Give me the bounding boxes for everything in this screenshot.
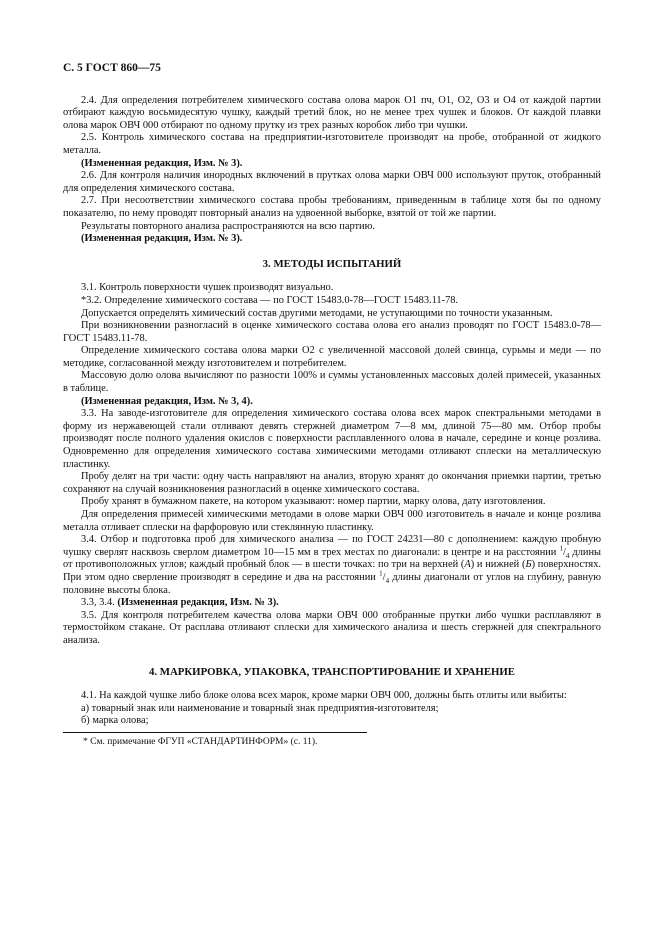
revision-note: (Измененная редакция, Изм. № 3, 4). [81, 395, 253, 407]
paragraph-dispute: При возникновении разногласий в оценке химического состава олова его анализ проводят по ГОСТ 15483.0-78—ГОСТ 15483.11-78. [63, 320, 601, 344]
footnote: * См. примечание ФГУП «СТАНДАРТИНФОРМ» (с. 11). [83, 736, 318, 747]
clause-3-4: 3.4. Отбор и подготовка проб для химического анализа — по ГОСТ 24231—80 с дополнением: каждую пробную чушку сверлят насквозь сверлом диаметром 10—15 мм в трех местах по диагонали: в центре и на расстоянии $^1/_4$ длины от противоположных углов; каждый пробный блок — в шести точках: по три на верхней (А) и нижней (Б) поверхностях. При этом одно сверление производят в середине и два на расстоянии $^1/_4$ длины диагонали от углов на глубину, равную половине высоты блока. [63, 534, 602, 596]
footnote-divider [63, 732, 367, 733]
paragraph-results: Результаты повторного анализа распространяются на всю партию. [81, 220, 375, 232]
paragraph-mass-fraction: Массовую долю олова вычисляют по разности 100% и суммы установленных массовых долей примесей, указанных в таблице. [63, 370, 601, 395]
fraction-numerator: 1 [379, 569, 383, 578]
paragraph-ovch-impurities: Для определения примесей химическими методами в олове марки ОВЧ 000 изготовитель в начале и конце розлива металла отливает сплески на фарфоровую или стеклянную пластинку. [63, 509, 601, 533]
clause-3-2: *3.2. Определение химического состава — по ГОСТ 15483.0-78—ГОСТ 15483.11-78. [81, 294, 459, 306]
clause-2-7: 2.7. При несоответствии химического состава пробы требованиям, приведенным в таблице хотя бы по одному показателю, по нему проводят повторный анализ на удвоенной выборке, взятой от той же партии. [63, 195, 601, 219]
revision-note: (Измененная редакция, Изм. № 3). [81, 157, 243, 169]
clause-4-1: 4.1. На каждой чушке либо блоке олова всех марок, кроме марки ОВЧ 000, должны быть отлиты или выбиты: [81, 690, 567, 702]
page-header: С. 5 ГОСТ 860—75 [63, 62, 161, 74]
paragraph-allowance: Допускается определять химический состав другими методами, не уступающими по точности указанным. [81, 307, 553, 319]
paragraph-sample-storage: Пробу хранят в бумажном пакете, на котором указывают: номер партии, марку олова, дату изготовления. [81, 496, 546, 508]
section-3-heading: 3. МЕТОДЫ ИСПЫТАНИЙ [262, 257, 402, 270]
label-b: Б [525, 559, 532, 571]
clause-2-6: 2.6. Для контроля наличия инородных включений в прутках олова марки ОВЧ 000 используют пруток, отобранный для определения химического состава. [63, 170, 601, 194]
document-page [63, 62, 601, 749]
clause-2-5: 2.5. Контроль химического состава на предприятии-изготовителе производят на пробе, отобранной от жидкого металла. [63, 132, 601, 156]
list-item-a: а) товарный знак или наименование и товарный знак предприятия-изготовителя; [81, 702, 439, 714]
clause-3-5: 3.5. Для контроля потребителем качества олова марки ОВЧ 000 отобранные прутки либо чушки расплавляют в термостойком стакане. От расплава отливают сплески для химического анализа и шесть стержней для спектрального анализа. [63, 609, 601, 646]
fraction-denominator: 4 [565, 551, 570, 560]
paragraph-split-sample: Пробу делят на три части: одну часть направляют на анализ, вторую хранят до окончания приемки партии, третью сохраняют на случай возникновения разногласий в оценке химического состава. [63, 471, 601, 495]
clause-2-4: 2.4. Для определения потребителем химического состава олова марок О1 пч, О1, О2, О3 и О4 от каждой партии отбирают каждую восьмидесятую чушку, каждый третий блок, но не менее трех чушек и блоков. От каждой плавки олова марок ОВЧ 000 отбирают по одному прутку из трех разных коробок либо три чушки. [63, 94, 601, 131]
list-item-b: б) марка олова; [81, 715, 149, 727]
label-a: А [464, 559, 471, 571]
section-4-heading: 4. МАРКИРОВКА, УПАКОВКА, ТРАНСПОРТИРОВАНИЕ И ХРАНЕНИЕ [148, 665, 516, 678]
fraction-denominator: 4 [385, 577, 390, 586]
revision-note-3-3-3-4: 3.3, 3.4. (Измененная редакция, Изм. № 3). [81, 597, 279, 609]
clause-3-3: 3.3. На заводе-изготовителе для определения химического состава олова всех марок спектральными методами в форму из нержавеющей стали отливают девять стержней диаметром 7—8 мм, длиной 75—80 мм. Отбор пробы производят после полного удаления окислов с поверхности расплавленного олова в начале, середине и конце розлива. Одновременно для определения химического состава химическими методами отливают сплески на металлическую пластинку. [63, 408, 601, 470]
clause-3-1: 3.1. Контроль поверхности чушек производят визуально. [81, 282, 334, 294]
fraction-numerator: 1 [559, 544, 563, 553]
revision-note: (Измененная редакция, Изм. № 3). [81, 233, 243, 245]
paragraph-o2-method: Определение химического состава олова марки О2 с увеличенной массовой долей свинца, сурьмы и меди — по методике, согласованной между изготовителем и потребителем. [63, 345, 601, 369]
